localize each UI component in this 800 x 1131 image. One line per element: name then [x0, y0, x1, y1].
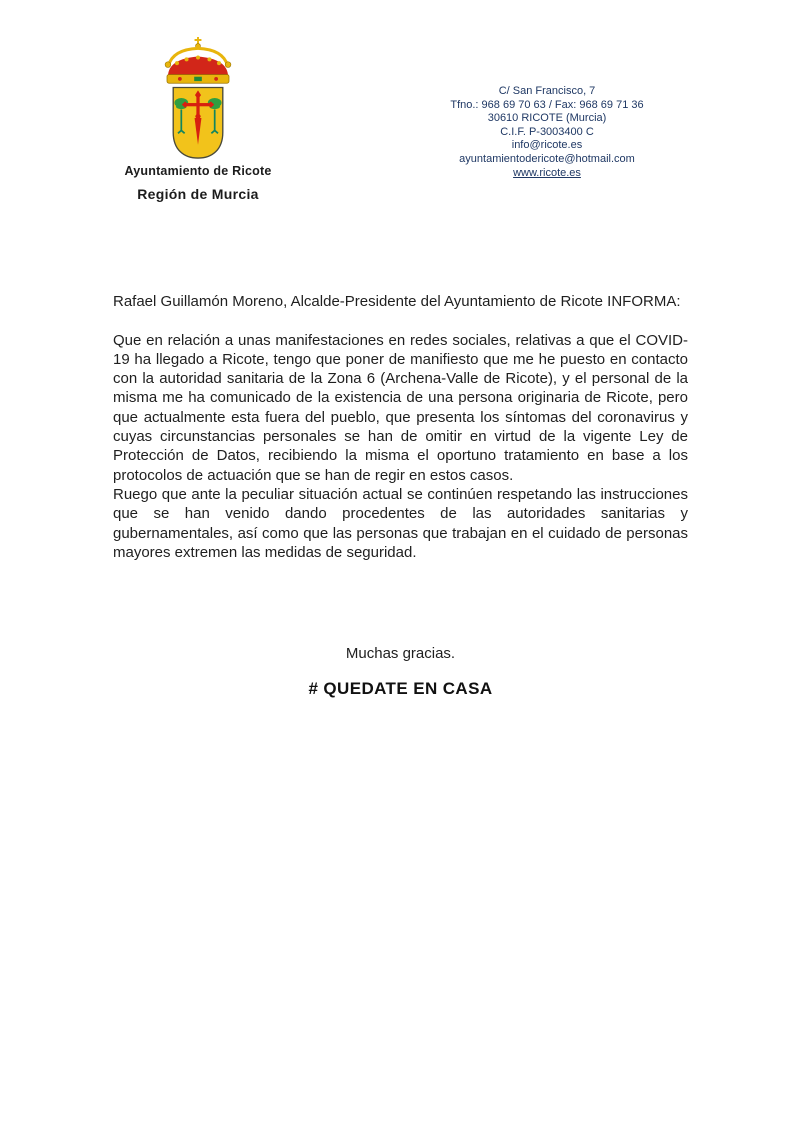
coat-of-arms-icon [155, 36, 241, 160]
contact-email-2: ayuntamientodericote@hotmail.com [459, 152, 635, 165]
hashtag-text: # QUEDATE EN CASA [308, 679, 493, 698]
municipality-logo-block [112, 36, 284, 202]
contact-cif: C.I.F. P-3003400 C [500, 125, 594, 138]
org-name: Ayuntamiento de Ricote [124, 164, 272, 178]
shield-icon [173, 88, 223, 159]
intro-paragraph: Rafael Guillamón Moreno, Alcalde-Presidente del Ayuntamiento de Ricote INFORMA: [113, 293, 681, 310]
contact-phone-fax: Tfno.: 968 69 70 63 / Fax: 968 69 71 36 [450, 98, 644, 111]
contact-address: C/ San Francisco, 7 [498, 85, 596, 97]
website-link[interactable]: www.ricote.es [513, 166, 581, 179]
contact-block [407, 85, 687, 180]
body-paragraph-1: Que en relación a unas manifestaciones en redes sociales, relativas a que el COVID-19 ha llegado a Ricote, tengo que poner de manifiesto que me he puesto en contacto con la autoridad sanitaria de la Zona 6 (Archena-Valle de Ricote), y el personal de la misma me ha comunicado de la existencia de una persona originaria de Ricote, pero que actualmente esta fuera del pueblo, que presenta los síntomas del coronavirus y cuyas circunstancias personales se han de omitir en virtud de la vigente Ley de Protección de Datos, recibiendo la misma el oportuno tratamiento en base a los protocolos de actuación que se han de regir en estos casos. [113, 331, 688, 484]
body-paragraph-2: Ruego que ante la peculiar situación actual se continúen respetando las instrucciones que se han venido dando procedentes de las autoridades sanitarias y gubernamentales, así como que las personas que trabajan en el cuidado de personas mayores extremen las medidas de seguridad. [113, 485, 688, 561]
contact-email-1: info@ricote.es [511, 139, 583, 152]
contact-postal: 30610 RICOTE (Murcia) [487, 112, 607, 125]
thanks-text: Muchas gracias. [345, 645, 456, 662]
crown-icon [165, 37, 231, 83]
letter-body [113, 292, 688, 562]
region-name: Región de Murcia [137, 186, 259, 202]
